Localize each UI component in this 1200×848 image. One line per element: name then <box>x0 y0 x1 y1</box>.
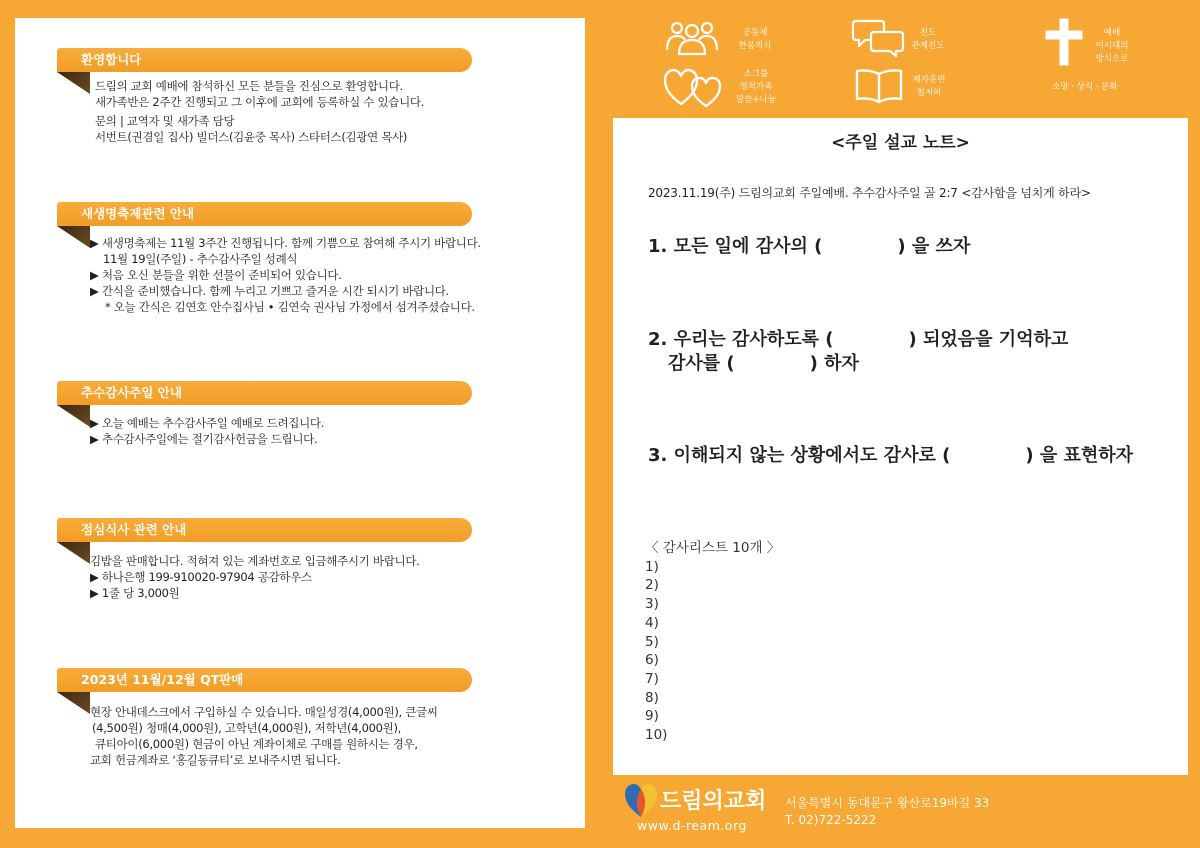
point-text-before: 3. 이해되지 않는 상황에서도 감사로 ( <box>648 445 951 466</box>
list-item: 4) <box>645 614 659 631</box>
hearts-icon <box>663 68 723 112</box>
church-name: 드림의교회 <box>660 789 767 814</box>
point-text-after: ) 되었음을 기억하고 <box>908 329 1069 350</box>
section-line: 드림의 교회 예배에 참석하신 모든 분들을 진심으로 환영합니다. <box>95 79 403 93</box>
sermon-info: 2023.11.19(주) 드림의교회 주일예배. 추수감사주일 골 2:7 <감사함을 넘치게 하라> <box>648 186 1091 200</box>
value-line: 소망 · 상식 · 문화 <box>1052 82 1118 92</box>
value-line: 전도 <box>919 28 937 38</box>
section-line: 문의 | 교역자 및 새가족 담당 <box>95 114 235 128</box>
church-logo-icon <box>624 783 658 823</box>
list-item: 1) <box>645 558 659 575</box>
lunch-section <box>57 518 473 648</box>
sermon-note-panel <box>613 118 1188 775</box>
section-line: 11월 19일(주일) - 추수감사주일 성례식 <box>103 252 298 266</box>
ribbon-fold <box>57 542 90 564</box>
value-label-evangelism <box>888 27 968 53</box>
section-body <box>95 78 424 145</box>
thanks-list-title: 〈 감사리스트 10개 〉 <box>645 540 781 556</box>
ribbon-fold <box>57 226 90 248</box>
value-label-hope-culture <box>1045 81 1125 94</box>
section-line: ▶ 간식을 준비했습니다. 함께 누리고 기쁘고 즐거운 시간 되시기 바랍니다. <box>90 284 449 298</box>
section-title: 2023년 11월/12월 QT판매 <box>81 672 244 687</box>
section-line: 새가족반은 2주간 진행되고 그 이후에 교회에 등록하실 수 있습니다. <box>95 95 425 109</box>
section-line: ▶ 하나은행 199-910020-97904 공감하우스 <box>90 570 312 584</box>
section-header <box>57 48 472 72</box>
church-website: www.d-ream.org <box>637 818 747 833</box>
list-item: 7) <box>645 670 659 687</box>
section-line: ▶ 1줄 당 3,000원 <box>90 586 180 600</box>
point-text-after: ) 하자 <box>809 353 859 374</box>
section-body <box>90 553 420 601</box>
list-item: 8) <box>645 689 659 706</box>
section-line: ▶ 오늘 예배는 추수감사주일 예배로 드려집니다. <box>90 416 325 430</box>
ribbon-fold <box>57 72 90 94</box>
section-line: 현장 안내데스크에서 구입하실 수 있습니다. 매일성경(4,000원), 큰글씨 <box>90 705 438 719</box>
list-item: 10) <box>645 727 668 744</box>
value-line: 방식으로 <box>1095 54 1129 64</box>
section-line: ▶ 추수감사주일에는 절기감사헌금을 드립니다. <box>90 432 318 446</box>
point-text-after: ) 을 표현하자 <box>1025 445 1134 466</box>
sermon-note-title: <주일 설교 노트> <box>831 133 970 153</box>
section-title: 환영합니다 <box>81 52 142 67</box>
section-line: 서번트(권겸일 집사) 빌더스(김윤중 목사) 스타터스(김광연 목사) <box>95 130 408 144</box>
value-line: 철저히 <box>916 88 942 98</box>
list-item: 3) <box>645 596 659 613</box>
point-text-after: ) 을 쓰자 <box>897 236 971 257</box>
section-line: (4,500원) 청매(4,000원), 고학년(4,000원), 저학년(4,000원), <box>92 721 402 735</box>
list-item: 6) <box>645 652 659 669</box>
new-life-festival-section <box>57 202 481 332</box>
welcome-section <box>57 48 473 178</box>
sermon-point-3 <box>648 444 1133 468</box>
section-line: ▶ 처음 오신 분들을 위한 선물이 준비되어 있습니다. <box>90 268 342 282</box>
section-title: 추수감사주일 안내 <box>81 385 182 400</box>
people-icon <box>665 20 719 60</box>
sermon-point-1 <box>648 235 970 259</box>
value-line: 예배 <box>1103 28 1121 38</box>
value-line: 제자훈련 <box>912 75 946 85</box>
section-title: 점심식사 관련 안내 <box>81 522 187 537</box>
value-label-discipleship <box>889 74 969 100</box>
value-label-community <box>715 27 795 53</box>
section-line: 큐티아이(6,000원) 현금이 아닌 계좌이체로 구매를 원하시는 경우, <box>95 737 418 751</box>
value-label-small-group <box>716 68 796 107</box>
section-title: 새생명축제관련 안내 <box>81 206 195 221</box>
church-phone: T. 02)722-5222 <box>785 813 877 827</box>
section-header <box>57 381 472 405</box>
point-text-before: 감사를 ( <box>668 353 735 374</box>
section-body <box>90 415 324 447</box>
section-body <box>90 704 438 768</box>
thanksgiving-section <box>57 381 473 511</box>
value-line: 공동체 <box>742 28 768 38</box>
qt-sales-section <box>57 668 473 798</box>
section-body <box>90 235 481 315</box>
section-line: * 오늘 간식은 김연호 안수집사님 • 김연숙 권사님 가정에서 섬겨주셨습니다. <box>105 300 475 314</box>
section-line: ▶ 새생명축제는 11월 3주간 진행됩니다. 함께 기쁨으로 참여해 주시기 바랍니다. <box>90 236 481 250</box>
section-header <box>57 668 472 692</box>
ribbon-fold <box>57 692 90 714</box>
section-header <box>57 202 472 226</box>
value-label-worship <box>1072 27 1152 66</box>
value-line: 소그룹 <box>743 69 769 79</box>
list-item: 2) <box>645 577 659 594</box>
list-item: 5) <box>645 633 659 650</box>
value-line: 관계전도 <box>911 41 945 51</box>
ribbon-fold <box>57 405 90 427</box>
point-text-before: 1. 모든 일에 감사의 ( <box>648 236 823 257</box>
value-line: 한몸의식 <box>738 41 772 51</box>
section-line: 교회 헌금계좌로 ‘홍길동큐티’로 보내주시면 됩니다. <box>90 753 341 767</box>
church-address: 서울특별시 동대문구 왕산로19바길 33 <box>785 796 990 810</box>
section-header <box>57 518 472 542</box>
value-line: 이시대의 <box>1095 41 1129 51</box>
sermon-point-2 <box>648 328 1068 352</box>
point-text-before: 2. 우리는 감사하도록 ( <box>648 329 834 350</box>
value-line: 영적가족 <box>739 82 773 92</box>
left-page <box>15 18 585 828</box>
sermon-point-2-continued <box>668 352 859 376</box>
thanks-list <box>645 539 780 745</box>
value-line: 말씀+나눔 <box>736 95 776 105</box>
section-line: 김밥을 판매합니다. 적혀져 있는 계좌번호로 입금해주시기 바랍니다. <box>90 554 420 568</box>
list-item: 9) <box>645 708 659 725</box>
